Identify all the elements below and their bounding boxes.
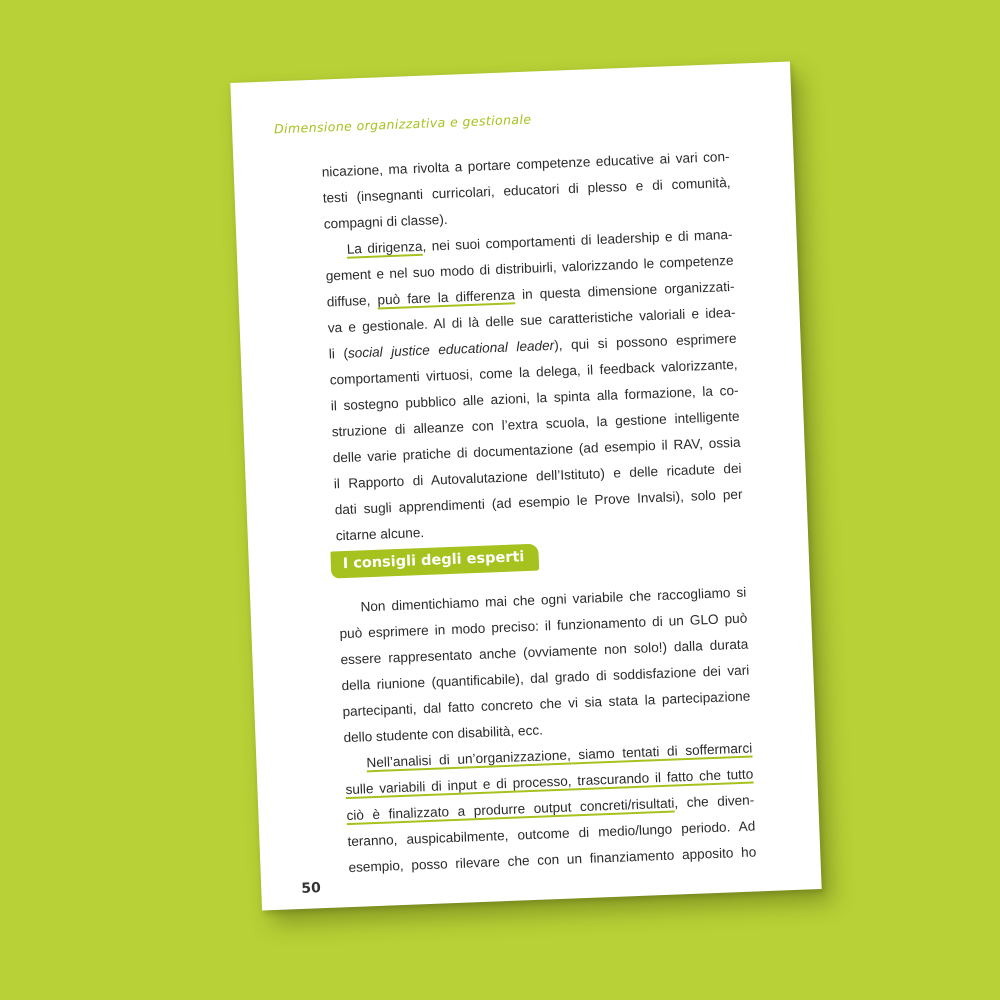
body-text-bottom (338, 580, 757, 881)
text-line: della riunione (quantificabile), dal grado di soddisfazione dei vari (341, 662, 750, 694)
text-line: Non dimentichiamo mai che ogni variabile che raccogliamo si (360, 584, 747, 615)
running-head: Dimensione organizzativa e gestionale (273, 111, 532, 137)
body-text-top (321, 144, 744, 549)
text-line: dello studente con disabilità, ecc. (343, 722, 544, 746)
paragraph-2 (324, 222, 744, 549)
text-line: il Rapporto di Autovalutazione dell’Istituto) e delle ricadute dei (333, 460, 742, 492)
underlined-phrase: ciò è finalizzato a produrre output concreti/risultati (346, 795, 675, 824)
text-run: in questa dimensione organizzati- (514, 278, 735, 303)
text-line: esempio, posso rilevare che con un finanziamento apposito ho (348, 844, 757, 876)
underlined-phrase: può fare la differenza (377, 287, 516, 308)
page-number: 50 (300, 880, 322, 897)
text-line: compagni di classe). (323, 211, 448, 232)
text-line: partecipanti, dal fatto concreto che vi sia stata la partecipazione (342, 688, 751, 720)
text-line: può esprimere in modo preciso: il funzionamento di un GLO può (339, 610, 748, 642)
text-line: delle varie pratiche di documentazione (ad esempio il RAV, ossia (332, 434, 741, 466)
text-line: citarne alcune. (335, 524, 425, 544)
text-line: essere rappresentato anche (ovviamente non solo!) dalla durata (340, 636, 749, 668)
text-line: il sostegno pubblico alle azioni, la spinta alla formazione, la co- (330, 382, 739, 414)
book-page (230, 62, 821, 911)
text-line: dati sugli apprendimenti (ad esempio le Prove Invalsi), solo per (334, 486, 743, 518)
text-run: li ( (328, 345, 349, 362)
text-run: ), qui si possono esprimere (553, 330, 737, 353)
italic-phrase: social justice educational leader (347, 337, 555, 361)
underlined-phrase: La dirigenza (346, 238, 423, 257)
text-line: comportamenti virtuosi, come la delega, il feedback valorizzante, (329, 356, 738, 388)
text-line: teranno, auspicabilmente, outcome di medio/lungo periodo. Ad (347, 818, 756, 850)
text-run: diffuse, (326, 292, 378, 310)
text-line: nicazione, ma rivolta a portare competenze educative ai vari con- (321, 148, 730, 180)
underlined-phrase: sulle variabili di input e di processo, trascurando il fatto che tutto (345, 766, 754, 798)
section-heading-label: I consigli degli esperti (330, 544, 538, 579)
paragraph-3 (338, 580, 752, 752)
text-line: va e gestionale. Al di là delle sue caratteristiche valoriali e idea- (327, 304, 736, 336)
paragraph-4 (344, 736, 757, 882)
text-run: , che diven- (674, 792, 755, 811)
underlined-phrase: Nell’analisi di un’organizzazione, siamo tentati di soffermarci (366, 740, 753, 771)
text-line: struzione di alleanze con l’extra scuola, la gestione intelligente (331, 408, 740, 440)
text-run: , nei suoi comportamenti di leadership e di mana- (422, 226, 733, 254)
text-line: gement e nel suo modo di distribuirli, valorizzando le competenze (325, 252, 734, 284)
section-heading (330, 544, 538, 579)
text-line: testi (insegnanti curricolari, educatori di plesso e di comunità, (322, 174, 731, 206)
